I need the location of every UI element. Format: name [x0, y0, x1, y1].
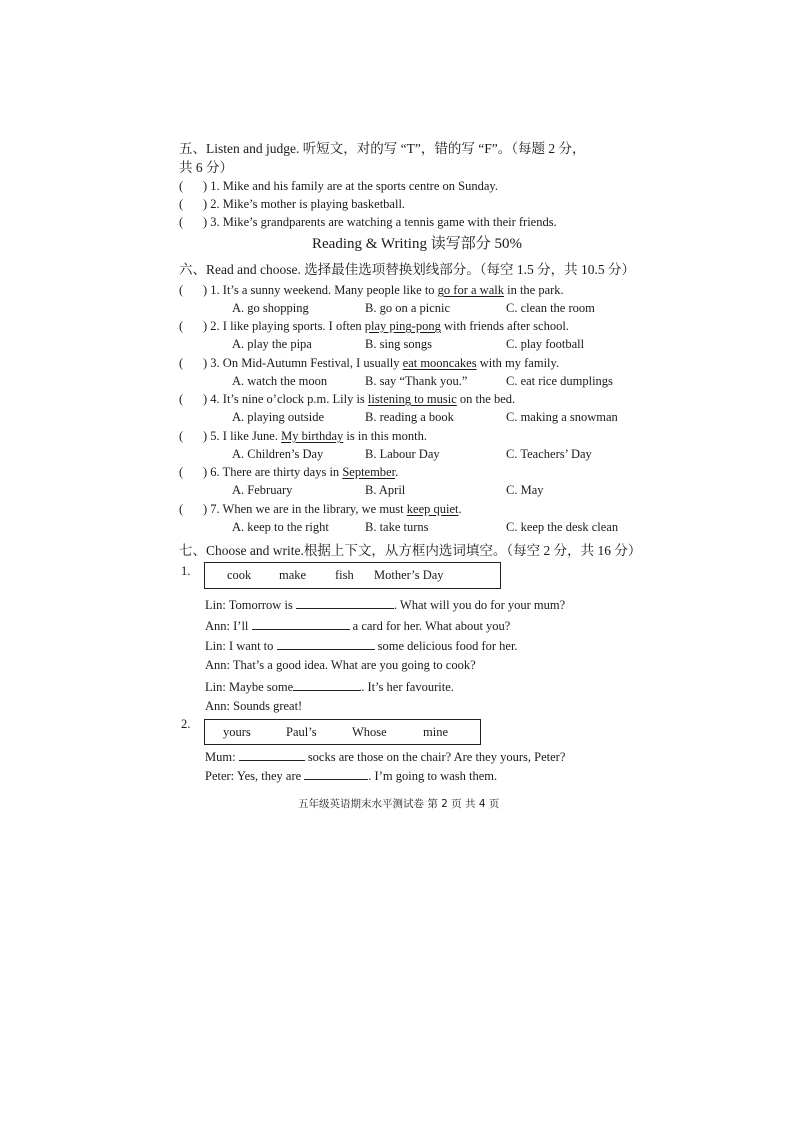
section5-heading-cont: 共 6 分） — [179, 160, 233, 175]
word-box-item: mine — [423, 725, 448, 739]
page-footer: 五年级英语期末水平测试卷 第 2 页 共 4 页 — [298, 798, 500, 810]
question-2: ( ) 2. I like playing sports. I often play ping-pong with friends after school. — [179, 319, 569, 333]
dialogue-line: Ann: I’ll a card for her. What about you? — [205, 619, 511, 633]
answer-blank[interactable] — [296, 596, 394, 609]
question-3: ( ) 3. On Mid-Autumn Festival, I usually eat mooncakes with my family. — [179, 356, 560, 370]
word-box-2 — [204, 719, 481, 745]
option-a: A. keep to the right — [232, 520, 329, 534]
question-7: ( ) 7. When we are in the library, we must keep quiet. — [179, 502, 462, 516]
dialogue-line: Ann: Sounds great! — [205, 699, 303, 713]
subsection-number: 1. — [181, 564, 191, 578]
dialogue-line: Peter: Yes, they are . I’m going to wash them. — [205, 769, 498, 783]
question-1: ( ) 1. It’s a sunny weekend. Many people like to go for a walk in the park. — [179, 283, 564, 297]
part-title: Reading & Writing 读写部分 50% — [312, 236, 522, 252]
question-6: ( ) 6. There are thirty days in September. — [179, 465, 399, 479]
option-a: A. watch the moon — [232, 374, 328, 388]
dialogue-line: Mum: socks are those on the chair? Are they yours, Peter? — [205, 750, 566, 764]
word-box-item: Paul’s — [286, 725, 317, 739]
option-b: B. reading a book — [365, 410, 454, 424]
answer-blank[interactable] — [293, 678, 361, 691]
answer-blank[interactable] — [239, 748, 305, 761]
section7-heading: 七、Choose and write.根据上下文，从方框内选词填空。（每空 2 分，共 16 分） — [179, 543, 642, 558]
word-box-1 — [204, 562, 501, 589]
option-a: A. playing outside — [232, 410, 325, 424]
question-5: ( ) 5. I like June. My birthday is in this month. — [179, 429, 427, 443]
dialogue-line: Lin: I want to some delicious food for her. — [205, 639, 518, 653]
word-box-item: cook — [227, 568, 252, 582]
option-c: C. clean the room — [506, 301, 595, 315]
word-box-item: make — [279, 568, 307, 582]
answer-blank[interactable] — [304, 767, 368, 780]
section6-heading: 六、Read and choose. 选择最佳选项替换划线部分。（每空 1.5 分，共 10.5 分） — [179, 262, 635, 277]
dialogue-line: Ann: That’s a good idea. What are you going to cook? — [205, 658, 476, 672]
section5-item: ( ) 1. Mike and his family are at the sports centre on Sunday. — [179, 179, 498, 193]
dialogue-line: Lin: Tomorrow is . What will you do for your mum? — [205, 598, 566, 612]
answer-blank[interactable] — [277, 637, 375, 650]
answer-blank[interactable] — [252, 617, 350, 630]
option-b: B. go on a picnic — [365, 301, 451, 315]
option-c: C. eat rice dumplings — [506, 374, 613, 388]
option-c: C. Teachers’ Day — [506, 447, 592, 461]
option-b: B. April — [365, 483, 406, 497]
option-a: A. February — [232, 483, 293, 497]
option-b: B. take turns — [365, 520, 429, 534]
option-c: C. May — [506, 483, 544, 497]
section5-heading: 五、Listen and judge. 听短文，对的写 “T”，错的写 “F”。（每题 2 分， — [179, 141, 586, 156]
section5-item: ( ) 3. Mike’s grandparents are watching a tennis game with their friends. — [179, 215, 557, 229]
option-c: C. keep the desk clean — [506, 520, 619, 534]
word-box-item: Mother’s Day — [374, 568, 444, 582]
dialogue-line: Lin: Maybe some . It’s her favourite. — [205, 680, 454, 694]
word-box-item: Whose — [352, 725, 387, 739]
word-box-item: yours — [223, 725, 251, 739]
option-b: B. say “Thank you.” — [365, 374, 468, 388]
subsection-number: 2. — [181, 717, 191, 731]
option-b: B. Labour Day — [365, 447, 440, 461]
word-box-item: fish — [335, 568, 354, 582]
question-4: ( ) 4. It’s nine o’clock p.m. Lily is listening to music on the bed. — [179, 392, 516, 406]
option-b: B. sing songs — [365, 337, 433, 351]
option-c: C. making a snowman — [506, 410, 618, 424]
option-a: A. go shopping — [232, 301, 309, 315]
section5-item: ( ) 2. Mike’s mother is playing basketball. — [179, 197, 406, 211]
option-a: A. play the pipa — [232, 337, 312, 351]
option-a: A. Children’s Day — [232, 447, 324, 461]
option-c: C. play football — [506, 337, 585, 351]
